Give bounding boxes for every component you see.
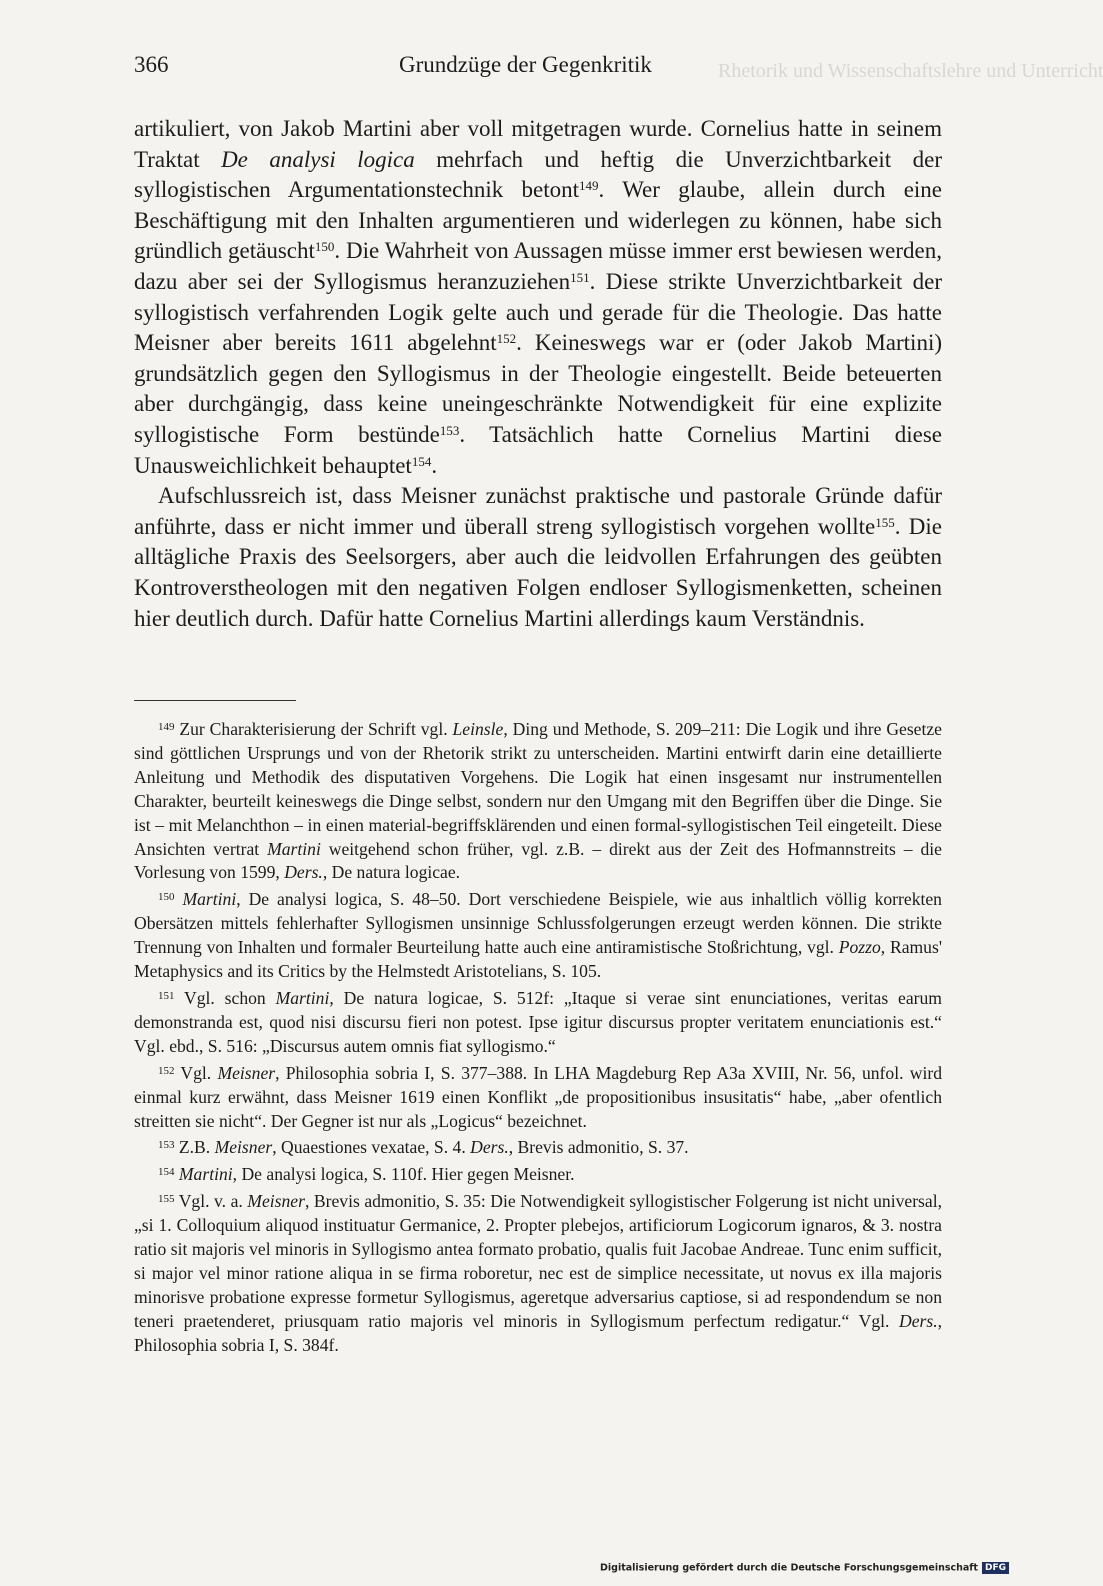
footnote-155 bbox=[134, 1190, 942, 1357]
text-run: . Diese strikte Unverzichtbarkeit der syllogistisch verfahrenden Logik gelte auch und gerade für die Theologie. Das hatte Meisner aber bereits 1611 abgelehnt bbox=[134, 268, 942, 356]
text-run: Vgl. schon bbox=[174, 987, 276, 1008]
footnote-149 bbox=[134, 718, 942, 885]
author-name: Leinsle bbox=[452, 719, 504, 739]
footnote-151 bbox=[134, 987, 942, 1059]
text-run: . Die alltägliche Praxis des Seelsorgers, aber auch die leidvollen Erfahrungen des geübten Kontroverstheologen mit den negativen Folgen endloser Syllogismenketten, scheinen hier deutlich durch. Dafür hatte Cornelius Martini allerdings kaum Verständnis. bbox=[134, 513, 942, 631]
author-name: Ders. bbox=[470, 1137, 509, 1158]
footnote-153 bbox=[134, 1136, 942, 1160]
text-run: , Philosophia sobria I, S. 384f. bbox=[134, 1310, 942, 1355]
text-run: , Brevis admonitio, S. 37. bbox=[508, 1137, 689, 1158]
text-run: , De natura logicae, S. 512f: „Itaque si verae sint enunciationes, veritas earum demonstranda est, quod nisi discursu fieri non potest. Ipse igitur discursus propter veritatem enunciationis est.“ Vgl. ebd., S. 516: „Discursus autem omnis fiat syllogismo.“ bbox=[134, 987, 942, 1056]
footnote-number: 153 bbox=[158, 1139, 175, 1152]
text-run: . Die Wahrheit von Aussagen müsse immer erst bewiesen werden, dazu aber sei der Syllogismus heranzuziehen bbox=[134, 238, 942, 294]
author-name: Martini bbox=[178, 1164, 233, 1185]
text-run: , Quaestiones vexatae, S. 4. bbox=[272, 1137, 471, 1158]
author-name: Meisner bbox=[214, 1137, 273, 1158]
author-name: Martini bbox=[275, 987, 330, 1008]
page-number: 366 bbox=[134, 52, 169, 77]
text-run: Vgl. bbox=[174, 1062, 218, 1083]
text-run: , Ding und Methode, S. 209–211: Die Logik und ihre Gesetze sind göttlichen Ursprungs und von der Rhetorik strikt zu unterscheiden. Martini entwirft darin eine detaillierte Anleitung und Methodik des disputativen Vorgehens. Die Logik hat einen insgesamt nur instrumentellen Charakter, beurteilt keineswegs die Dinge selbst, sondern nur den Umgang mit den Begriffen über die Dinge. Sie ist – mit Melanchthon – in einen material-begriffsklärenden und einen formal-syllogistischen Teil eingeteilt. Diese Ansichten vertrat bbox=[134, 719, 942, 859]
text-run: artikuliert, von Jakob Martini aber voll mitgetragen wurde. Cornelius hatte in seinem Traktat bbox=[134, 116, 942, 172]
footnote-number: 149 bbox=[158, 721, 175, 733]
running-header bbox=[134, 52, 942, 86]
text-run: , De analysi logica, S. 48–50. Dort verschiedene Beispiele, wie aus inhaltlich völlig korrekten Obersätzen mittels fehlerhafter Syllogismen unsinnige Schlussfolgerungen erzeugt werden können. Die strikte Trennung von Inhalten und formaler Beurteilung hatte auch eine antiramistische Stoßrichtung, vgl. bbox=[134, 889, 942, 958]
footnote-154 bbox=[134, 1163, 942, 1187]
footnote-ref-151[interactable]: 151 bbox=[570, 269, 590, 285]
footnote-separator bbox=[134, 700, 296, 701]
footnote-number: 154 bbox=[158, 1166, 175, 1179]
text-run: mehrfach und heftig die Unverzichtbarkeit der syllogistischen Argumentationstechnik betont bbox=[134, 146, 942, 203]
work-title: De analysi logica bbox=[221, 146, 415, 172]
digitization-footer bbox=[600, 1562, 1006, 1582]
author-name: Pozzo bbox=[838, 937, 881, 958]
footnote-number: 155 bbox=[158, 1193, 175, 1206]
author-name: Ders. bbox=[284, 862, 323, 883]
main-text bbox=[134, 114, 942, 634]
text-run: Z.B. bbox=[174, 1137, 215, 1158]
footnote-152 bbox=[134, 1062, 942, 1134]
paragraph-1 bbox=[134, 114, 942, 481]
text-run: Zur Charakterisierung der Schrift vgl. bbox=[174, 719, 453, 739]
text-run: , De natura logicae. bbox=[322, 862, 461, 883]
dfg-logo: DFG bbox=[982, 1562, 1009, 1574]
bleed-through-text: Rhetorik und Wissenschaftslehre und Unterricht bbox=[718, 60, 1103, 82]
footnote-ref-154[interactable]: 154 bbox=[411, 453, 432, 469]
text-run: Vgl. v. a. bbox=[174, 1191, 248, 1212]
footnote-ref-153[interactable]: 153 bbox=[439, 422, 460, 438]
text-run: , Brevis admonitio, S. 35: Die Notwendigkeit syllogistischer Folgerung ist nicht universal, „si 1. Colloquium aliquod instituatur Germanice, 2. Propter plebejos, artificiorum Logicorum ignaros, & 3. nostra ratio sit majoris vel minoris in Syllogismo antea formato probatio, qualis fuit Jacobae Andreae. Tunc enim sufficit, si major vel minor ratione aliqua in se firma roboretur, nec est de simplice necessitate, ut novus ex illa majoris minorisve probatione expresse formetur Syllogismus, ageretque adversarius captiose, si ad respondendum se non teneri praetenderet, priusquam ratio majoris vel minoris in Syllogismum perfectum redigatur.“ Vgl. bbox=[134, 1191, 942, 1331]
footnote-ref-155[interactable]: 155 bbox=[875, 514, 895, 530]
footnote-number: 152 bbox=[158, 1064, 175, 1077]
author-name: Meisner bbox=[247, 1191, 305, 1212]
author-name: Martini bbox=[267, 838, 321, 859]
paragraph-2 bbox=[134, 481, 942, 634]
footnote-ref-150[interactable]: 150 bbox=[314, 239, 335, 255]
footnote-number: 150 bbox=[158, 891, 175, 904]
text-run: , Philosophia sobria I, S. 377–388. In LHA Magdeburg Rep A3a XVIII, Nr. 56, unfol. wird einmal kurz erwähnt, dass Meisner 1619 einen Konflikt „de propositionibus insusitatis“ habe, „aber ofentlich streitten sie nicht“. Der Gegner ist nur als „Logicus“ bezeichnet. bbox=[134, 1062, 942, 1131]
footnote-150 bbox=[134, 888, 942, 984]
author-name: Meisner bbox=[217, 1062, 276, 1083]
running-title: Grundzüge der Gegenkritik bbox=[399, 52, 652, 77]
text-run: . Wer glaube, allein durch eine Beschäftigung mit den Inhalten argumentieren und widerlegen zu können, habe sich gründlich getäuscht bbox=[134, 177, 942, 264]
footnote-ref-152[interactable]: 152 bbox=[496, 331, 517, 347]
text-run: weitgehend schon früher, vgl. z.B. – direkt aus der Zeit des Hofmannstreits – die Vorlesung von 1599, bbox=[134, 838, 942, 883]
text-run: . bbox=[431, 452, 438, 478]
footnote-ref-149[interactable]: 149 bbox=[579, 178, 599, 194]
text-run: . Tatsächlich hatte Cornelius Martini diese Unausweichlichkeit behauptet bbox=[134, 421, 942, 478]
footnotes bbox=[134, 718, 942, 1361]
footnote-number: 151 bbox=[158, 989, 175, 1002]
author-name: Martini bbox=[182, 889, 237, 910]
text-run: , Ramus' Metaphysics and its Critics by the Helmstedt Aristotelians, S. 105. bbox=[134, 937, 942, 982]
text-run: , De analysi logica, S. 110f. Hier gegen Meisner. bbox=[232, 1164, 575, 1185]
funding-note: Digitalisierung gefördert durch die Deutsche Forschungsgemeinschaft bbox=[600, 1562, 978, 1574]
text-run: Aufschlussreich ist, dass Meisner zunächst praktische und pastorale Gründe dafür anführte, dass er nicht immer und überall streng syllogistisch vorgehen wollte bbox=[134, 483, 942, 539]
text-run: . Keineswegs war er (oder Jakob Martini) grundsätzlich gegen den Syllogismus in der Theologie eingestellt. Beide beteuerten aber durchgängig, dass keine uneingeschränkte Notwendigkeit für eine explizite syllogistische Form bestünde bbox=[134, 330, 942, 447]
author-name: Ders. bbox=[898, 1310, 938, 1331]
